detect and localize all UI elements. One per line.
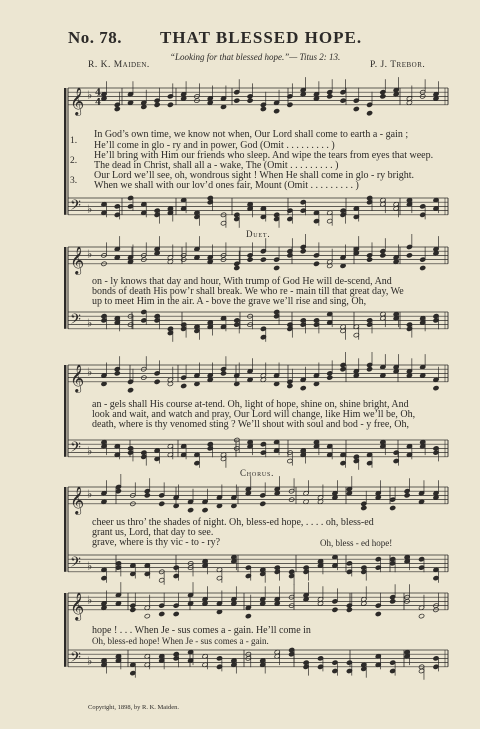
bass-clef-icon: 𝄢 xyxy=(70,649,81,670)
key-flat-icon: ♭ xyxy=(87,247,93,261)
lyric-line: In God’s own time, we know not when, Our Lord shall come to earth a - gain ; xyxy=(94,129,409,140)
system-brace xyxy=(64,88,66,215)
notehead xyxy=(390,505,396,510)
verse-number-2: 2. xyxy=(70,156,78,166)
bass-clef-icon: 𝄢 xyxy=(70,439,81,460)
lyric-line: He’ll come in glo - ry and in power, God (Omit . . . . . . . . . ) xyxy=(94,140,335,151)
notehead xyxy=(234,265,240,270)
notehead xyxy=(260,501,266,506)
notehead xyxy=(287,383,293,388)
lyric-line: on - ly knows that day and hour, With trump of God He will de-scend, And xyxy=(92,276,392,287)
notehead xyxy=(114,371,120,376)
notehead xyxy=(433,385,439,390)
system-brace xyxy=(64,593,66,667)
notehead xyxy=(346,607,352,612)
bass-clef-icon: 𝄢 xyxy=(70,197,81,218)
copyright-notice: Copyright, 1898, by R. K. Maiden. xyxy=(88,704,179,711)
lyricist-credit: P. J. Trebor. xyxy=(370,60,426,70)
lyric-line: grant us, Lord, that day to see. xyxy=(92,527,214,538)
hymn-number: No. 78. xyxy=(68,28,123,47)
notehead xyxy=(380,253,386,258)
key-flat-icon: ♭ xyxy=(87,444,93,458)
notehead xyxy=(127,388,133,393)
lyric-line: Our Lord we’ll see, oh, wondrous sight ! When He shall come in glo - ry bright. xyxy=(94,170,415,181)
bass-clef-icon: 𝄢 xyxy=(70,554,81,575)
lyric-line: up to meet Him in the air. A - bove the grave we’ll rise and sing, Oh, xyxy=(92,296,367,307)
notehead xyxy=(353,106,359,111)
system-brace xyxy=(64,365,66,457)
lyric-line: an - gels shall His course at-tend. Oh, light of hope, shine on, shine bright, And xyxy=(92,399,409,410)
treble-clef-icon: 𝄞 xyxy=(70,363,85,392)
system-brace xyxy=(64,247,66,329)
notehead xyxy=(154,102,160,107)
hymn-title: THAT BLESSED HOPE. xyxy=(160,28,363,47)
key-flat-icon: ♭ xyxy=(87,559,93,573)
notehead xyxy=(390,599,396,604)
lyric-line: cheer us thro’ the shades of night. Oh, bless-ed hope, . . . . oh, bless-ed xyxy=(92,517,374,528)
notehead xyxy=(245,613,251,618)
notehead xyxy=(418,613,424,618)
notehead xyxy=(234,98,240,103)
notehead xyxy=(274,108,280,113)
notehead xyxy=(313,261,319,266)
notehead xyxy=(406,253,412,258)
key-flat-icon: ♭ xyxy=(87,654,93,668)
key-flat-icon: ♭ xyxy=(87,88,93,102)
notehead xyxy=(247,257,253,262)
notehead xyxy=(114,106,120,111)
notehead xyxy=(159,611,165,616)
treble-clef-icon: 𝄞 xyxy=(70,591,85,620)
lyric-line: hope ! . . . When Je - sus comes a - gain. He’ll come in xyxy=(92,625,311,636)
notehead xyxy=(247,98,253,103)
notehead xyxy=(181,383,187,388)
treble-clef-icon: 𝄞 xyxy=(70,245,85,274)
verse-number-3: 3. xyxy=(70,176,78,186)
notehead xyxy=(300,385,306,390)
key-flat-icon: ♭ xyxy=(87,593,93,607)
system-brace xyxy=(64,487,66,572)
notehead xyxy=(300,249,306,254)
notehead xyxy=(404,493,410,498)
time-signature-bottom: 4 xyxy=(95,97,102,108)
notehead xyxy=(260,257,266,262)
lyric-line: grave, where is thy vic - to - ry? xyxy=(92,537,221,548)
notehead xyxy=(367,111,373,116)
notehead xyxy=(159,501,165,506)
notehead xyxy=(154,379,160,384)
lyric-line: He’ll bring with Him our friends who sleep. And wipe the tears from eyes that weep. xyxy=(94,150,434,161)
notehead xyxy=(202,507,208,512)
scripture-epigraph: “Looking for that blessed hope.”— Titus 2: 13. xyxy=(170,52,341,62)
lyric-line-bass: Oh, bless-ed hope! When Je - sus comes a - gain. xyxy=(92,636,269,646)
composer-credit: R. K. Maiden. xyxy=(88,60,150,70)
bass-clef-icon: 𝄢 xyxy=(70,311,81,332)
notehead xyxy=(274,265,280,270)
duet-label: Duet. xyxy=(246,229,271,239)
bass-cue-lyric: Oh, bless - ed hope! xyxy=(320,538,393,548)
lyric-line: bonds of death His pow’r shall break. We who re - main till that great day, We xyxy=(92,286,404,297)
key-flat-icon: ♭ xyxy=(87,487,93,501)
notehead xyxy=(340,367,346,372)
notehead xyxy=(327,94,333,99)
treble-clef-icon: 𝄞 xyxy=(70,485,85,514)
notehead xyxy=(130,607,136,612)
notehead xyxy=(375,611,381,616)
key-flat-icon: ♭ xyxy=(87,316,93,330)
notehead xyxy=(188,507,194,512)
key-flat-icon: ♭ xyxy=(87,202,93,216)
lyric-line: The dead in Christ, shall all a - wake, The (Omit . . . . . . . . . ) xyxy=(94,160,339,171)
notehead xyxy=(260,106,266,111)
notehead xyxy=(420,265,426,270)
notehead xyxy=(361,505,367,510)
verse-number-1: 1. xyxy=(70,136,78,146)
notehead xyxy=(144,613,150,618)
lyric-line: When we shall with our lov’d ones fair, Mount (Omit . . . . . . . . . ) xyxy=(94,180,359,191)
notehead xyxy=(327,375,333,380)
time-signature-top: 4 xyxy=(95,88,102,99)
notehead xyxy=(367,367,373,372)
notehead xyxy=(332,607,338,612)
lyric-line: death, where is thy venomed sting ? We’ll shout with soul and bod - y free, Oh, xyxy=(92,419,410,430)
notehead xyxy=(173,611,179,616)
treble-clef-icon: 𝄞 xyxy=(70,86,85,115)
notehead xyxy=(367,257,373,262)
notehead xyxy=(220,371,226,376)
lyric-line: look and wait, and watch and pray, Our Lord will change, like Him we’ll be, Oh, xyxy=(92,409,416,420)
notehead xyxy=(167,102,173,107)
key-flat-icon: ♭ xyxy=(87,365,93,379)
notehead xyxy=(380,94,386,99)
notehead xyxy=(340,98,346,103)
chorus-label: Chorus. xyxy=(240,468,275,478)
notehead xyxy=(144,493,150,498)
